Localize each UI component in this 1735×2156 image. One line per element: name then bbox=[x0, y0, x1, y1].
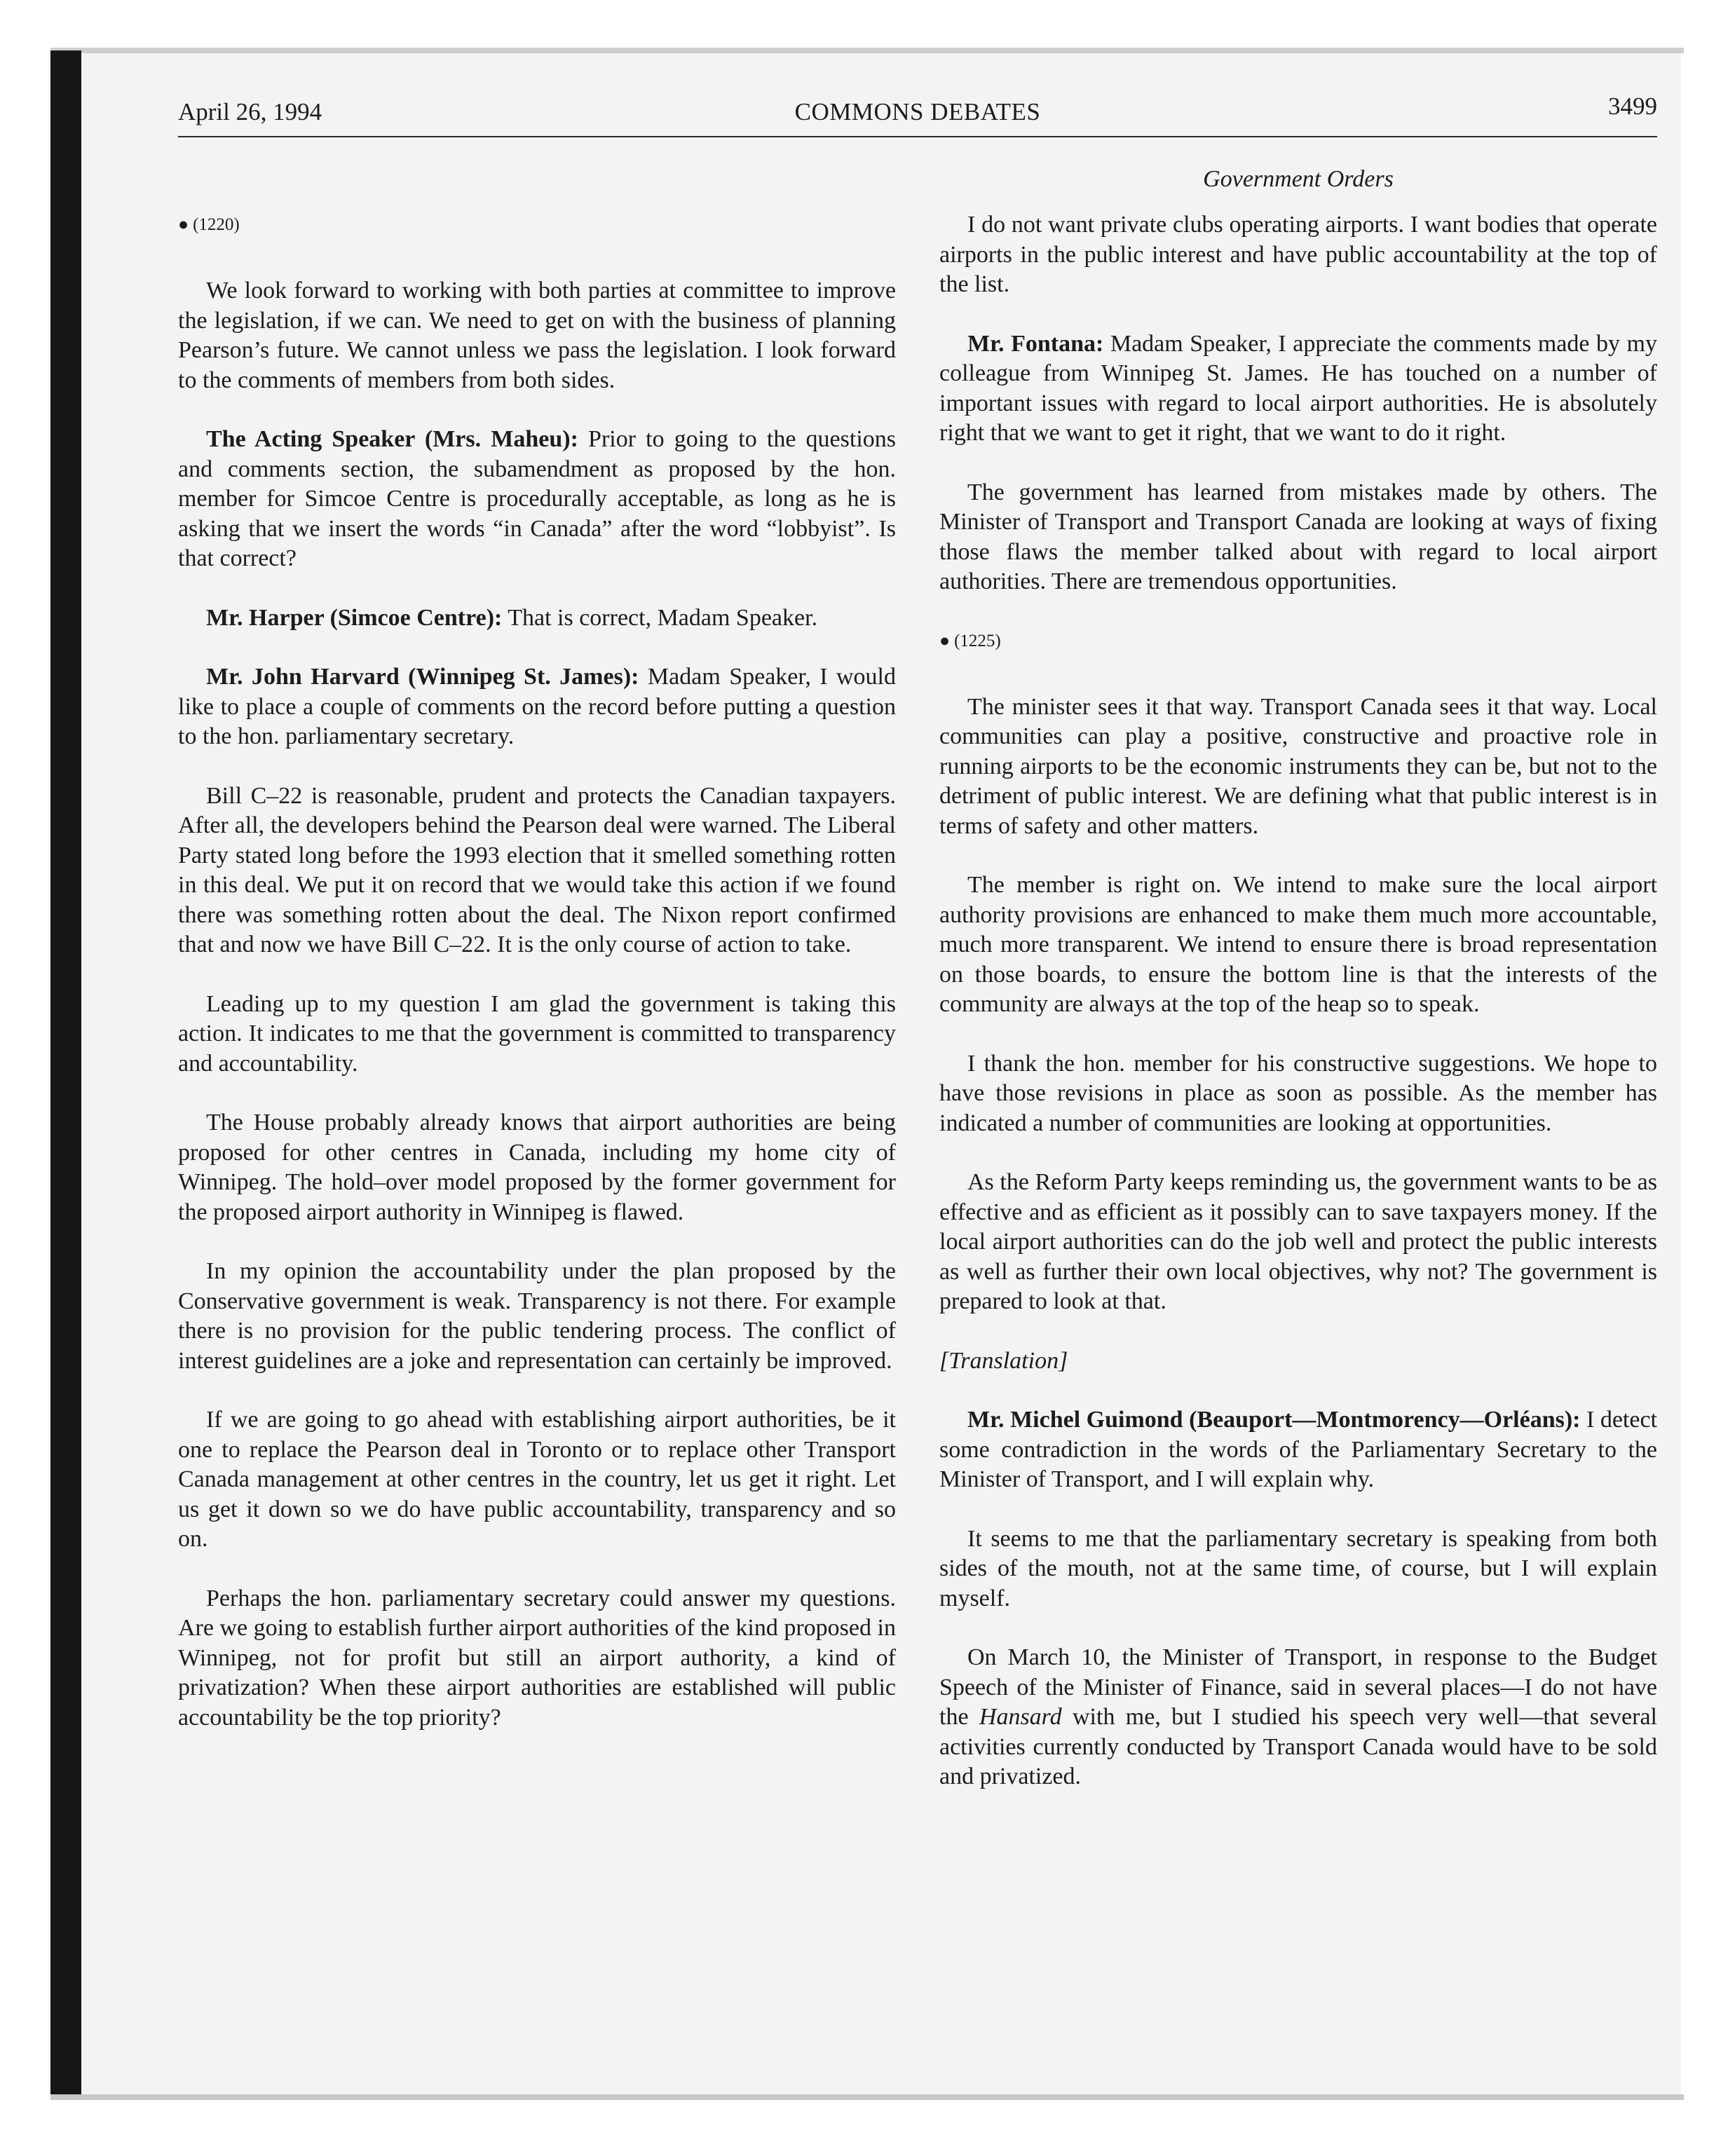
bullet-icon: ● bbox=[939, 631, 951, 650]
running-head: Government Orders bbox=[1203, 166, 1394, 192]
paragraph: On March 10, the Minister of Transport, in response to the Budget Speech of the Minister of Finance, said in several places—I do not have the Hansard with me, but I studied his speech very well—that several activities currently conducted by Transport Canada would have to be sold and privatized. bbox=[939, 1644, 1657, 1789]
header-title: COMMONS DEBATES bbox=[794, 98, 1041, 125]
paragraph: Leading up to my question I am glad the government is taking this action. It indicates to me that the government is committed to transparency and accountability. bbox=[178, 990, 896, 1077]
paragraph: I do not want private clubs operating airports. I want bodies that operate airports in the public interest and have public accountability at the top of the list. bbox=[939, 212, 1657, 297]
header-rule bbox=[178, 136, 1657, 137]
paragraph: If we are going to go ahead with establishing airport authorities, be it one to replace the Pearson deal in Toronto or to replace other Transport Canada management at other centres in the country, let us get it right. Let us get it down so we do have public accountability, transparency and so on. bbox=[178, 1407, 896, 1552]
paragraph: The government has learned from mistakes made by others. The Minister of Transport and Transport Canada are looking at ways of fixing those flaws the member talked about with regard to local airport authorities. There are tremendous opportunities. bbox=[939, 479, 1657, 594]
paragraph: The House probably already knows that airport authorities are being proposed for other centres in Canada, including my home city of Winnipeg. The hold–over model proposed by the former government for the proposed airport authority in Winnipeg is flawed. bbox=[178, 1110, 896, 1225]
speaker-name: Mr. Fontana: bbox=[967, 330, 1104, 357]
speaker-name: Mr. Harper (Simcoe Centre): bbox=[206, 604, 503, 631]
speaker-name: Mr. John Harvard (Winnipeg St. James): bbox=[206, 664, 639, 690]
paragraph: The Acting Speaker (Mrs. Maheu): Prior to going to the questions and comments section, the subamendment as proposed by the hon. member for Simcoe Centre is procedurally acceptable, as long as he is asking that we insert the words “in Canada” after the word “lobbyist”. Is that correct? bbox=[178, 426, 896, 571]
time-marker-1225: ● (1225) bbox=[939, 631, 1001, 650]
scan-edge-left bbox=[50, 50, 81, 2097]
page-header bbox=[178, 91, 1657, 133]
paragraph: Mr. Michel Guimond (Beauport—Montmorency—Orléans): I detect some contradiction in the words of the Parliamentary Secretary to the Minister of Transport, and I will explain why. bbox=[939, 1407, 1657, 1492]
paragraph: Mr. John Harvard (Winnipeg St. James): Madam Speaker, I would like to place a couple of comments on the record before putting a question to the hon. parliamentary secretary. bbox=[178, 664, 897, 749]
scan-edge-bottom bbox=[50, 2094, 1684, 2100]
hansard-italic: Hansard bbox=[979, 1704, 1062, 1730]
paragraph: In my opinion the accountability under the plan proposed by the Conservative government is weak. Transparency is not there. For example there is no provision for the public tendering process. The conflict of interest guidelines are a joke and representation can certainly be improved. bbox=[178, 1258, 896, 1374]
header-date: April 26, 1994 bbox=[178, 98, 322, 125]
page-number: 3499 bbox=[1608, 93, 1657, 120]
paragraph: I thank the hon. member for his constructive suggestions. We hope to have those revisions in place as soon as possible. As the member has indicated a number of communities are looking at opportunities. bbox=[939, 1050, 1657, 1136]
paragraph: Perhaps the hon. parliamentary secretary could answer my questions. Are we going to establish further airport authorities of the kind proposed in Winnipeg, not for profit but still an airport authority, a kind of privatization? When these airport authorities are established will public accountability be the top priority? bbox=[178, 1585, 896, 1731]
paragraph: Bill C–22 is reasonable, prudent and protects the Canadian taxpayers. After all, the developers behind the Pearson deal were warned. The Liberal Party stated long before the 1993 election that it smelled something rotten in this deal. We put it on record that we would take this action if we found there was something rotten about the deal. The Nixon report confirmed that and now we have Bill C–22. It is the only course of action to take. bbox=[178, 782, 896, 957]
scan-edge-top bbox=[50, 48, 1684, 53]
paragraph: The member is right on. We intend to make sure the local airport authority provisions are enhanced to make them much more accountable, much more transparent. We intend to ensure there is broad representation on those boards, to ensure the bottom line is that the interests of the community are always at the top of the heap so to speak. bbox=[939, 872, 1657, 1017]
paragraph: As the Reform Party keeps reminding us, the government wants to be as effective and as efficient as it possibly can to save taxpayers money. If the local airport authorities can do the job well and protect the public interests as well as further their own local objectives, why not? The government is prepared to look at that. bbox=[939, 1169, 1657, 1314]
speaker-name: The Acting Speaker (Mrs. Maheu): bbox=[206, 426, 578, 452]
left-column bbox=[178, 210, 896, 1762]
right-column bbox=[939, 210, 1657, 1822]
paragraph: The minister sees it that way. Transport Canada sees it that way. Local communities can play a positive, constructive and proactive role in running airports to be the economic instruments they can be, but not to the detriment of public interest. We are defining what that public interest is in terms of safety and other matters. bbox=[939, 693, 1657, 839]
speaker-name: Mr. Michel Guimond (Beauport—Montmorency—Orléans): bbox=[967, 1407, 1581, 1433]
paragraph: Mr. Fontana: Madam Speaker, I appreciate the comments made by my colleague from Winnipeg St. James. He has touched on a number of important issues with regard to local airport authorities. He is absolutely right that we want to get it right, that we want to do it right. bbox=[939, 330, 1657, 446]
paragraph: We look forward to working with both parties at committee to improve the legislation, if we can. We need to get on with the business of planning Pearson’s future. We cannot unless we pass the legislation. I look forward to the comments of members from both sides. bbox=[178, 278, 896, 393]
paragraph: It seems to me that the parliamentary secretary is speaking from both sides of the mouth, not at the same time, of course, but I will explain myself. bbox=[939, 1525, 1657, 1611]
translation-marker: [Translation] bbox=[939, 1347, 1068, 1374]
time-marker-1220: ● (1220) bbox=[178, 215, 240, 234]
bullet-icon: ● bbox=[178, 215, 189, 234]
paragraph: Mr. Harper (Simcoe Centre): That is correct, Madam Speaker. bbox=[206, 604, 818, 631]
